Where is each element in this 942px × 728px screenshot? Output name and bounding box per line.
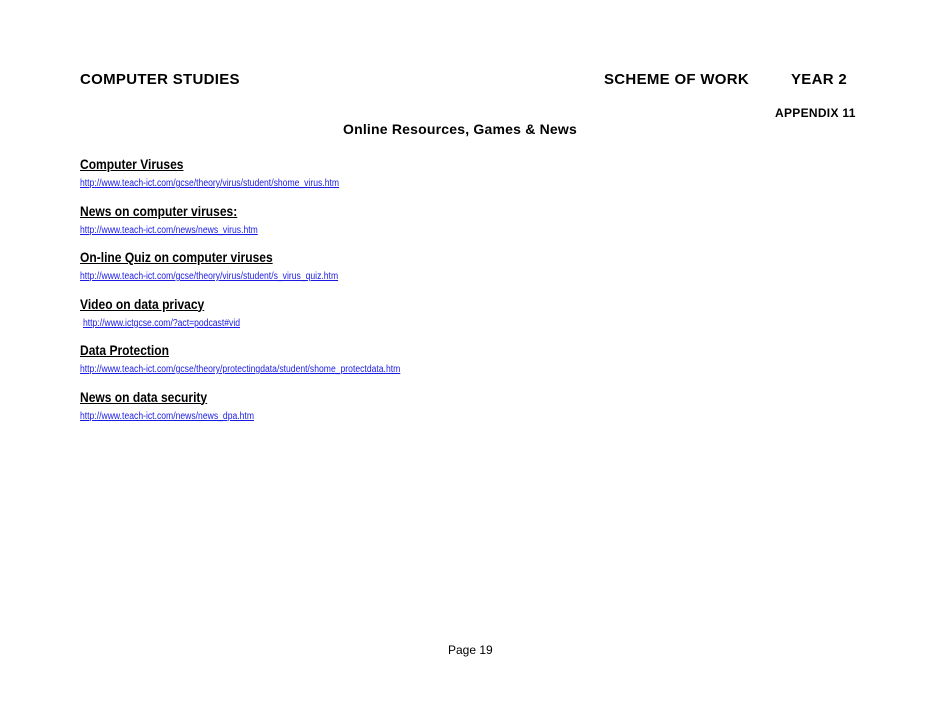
resource-title: Computer Viruses	[80, 156, 184, 172]
resource-title: News on computer viruses:	[80, 202, 238, 219]
subject-heading: COMPUTER STUDIES	[80, 71, 240, 88]
resource-item-news-viruses	[80, 203, 780, 250]
resource-link[interactable]: http://www.ictgcse.com/?act=podcast#vid	[83, 317, 241, 329]
resource-link[interactable]: http://www.teach-ict.com/news/news_dpa.htm	[80, 410, 254, 422]
scheme-heading: SCHEME OF WORK	[604, 71, 750, 88]
resource-item-data-protection	[80, 342, 780, 389]
resource-link[interactable]: http://www.teach-ict.com/gcse/theory/virus/student/s_virus_quiz.htm	[80, 271, 339, 282]
resource-item-data-security-news	[80, 389, 780, 436]
resource-title: News on data security	[80, 388, 208, 405]
resource-item-virus-quiz	[80, 249, 780, 296]
resource-title: Data Protection	[80, 342, 169, 358]
resource-title: On-line Quiz on computer viruses	[80, 249, 273, 265]
page-number: Page 19	[448, 643, 493, 657]
resource-link[interactable]: http://www.teach-ict.com/gcse/theory/protectingdata/student/shome_protectdata.htm	[80, 364, 401, 375]
resource-list	[80, 156, 780, 435]
resource-link[interactable]: http://www.teach-ict.com/gcse/theory/virus/student/shome_virus.htm	[80, 178, 340, 189]
appendix-label: APPENDIX 11	[775, 106, 856, 120]
resource-item-computer-viruses	[80, 156, 780, 203]
resource-link[interactable]: http://www.teach-ict.com/news/news_virus.htm	[80, 224, 258, 236]
year-heading: YEAR 2	[791, 71, 847, 88]
resource-item-data-privacy-video	[80, 296, 780, 343]
resource-title: Video on data privacy	[80, 295, 205, 312]
page-title: Online Resources, Games & News	[343, 121, 577, 137]
